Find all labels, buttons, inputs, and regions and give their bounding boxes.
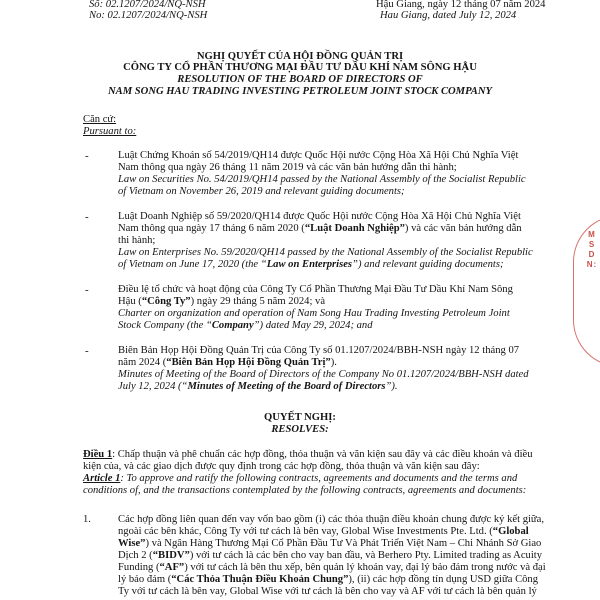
- item-3-en-line-1: Charter on organization and operation of Nam Song Hau Trading Investing Petroleum Joint: [118, 308, 510, 319]
- article-1-en-line-2: conditions of, and the transactions contemplated by the following contracts, agreements and documents:: [83, 485, 527, 496]
- clause-1-line-6: lý bảo đảm (“Các Thỏa Thuận Điều Khoản Chung”), (ii) các hợp đồng tín dụng USD giữa Công: [118, 574, 539, 585]
- company-seal-text: MSDN:: [586, 230, 598, 269]
- bullet-dash: -: [85, 284, 89, 296]
- bullet-dash: -: [85, 345, 89, 357]
- item-1-vi-line-1: Luật Chứng Khoán số 54/2019/QH14 được Quốc Hội nước Cộng Hòa Xã Hội Chủ Nghĩa Việt: [118, 150, 519, 161]
- place-date-vi: Hậu Giang, ngày 12 tháng 07 năm 2024: [376, 0, 546, 10]
- bullet-dash: -: [85, 150, 89, 162]
- item-2-en-line-1: Law on Enterprises No. 59/2020/QH14 passed by the National Assembly of the Socialist Republic: [118, 247, 533, 258]
- item-2-vi-line-1: Luật Doanh Nghiệp số 59/2020/QH14 được Quốc Hội nước Cộng Hòa Xã Hội Chủ Nghĩa Việt: [118, 211, 521, 222]
- bullet-dash: -: [85, 211, 89, 223]
- item-2-vi-line-2: Nam thông qua ngày 17 tháng 6 năm 2020 (“Luật Doanh Nghiệp”) và các văn bản hướng dẫn: [118, 223, 522, 234]
- item-2-vi-line-3: thi hành;: [118, 235, 156, 246]
- item-3-vi-line-1: Điều lệ tổ chức và hoạt động của Công Ty Cổ Phần Thương Mại Đầu Tư Dầu Khí Nam Sông: [118, 284, 513, 295]
- article-1-en-line-1: Article 1: To approve and ratify the following contracts, agreements and documents and the terms and: [83, 473, 518, 484]
- item-4-vi-line-2: năm 2024 (“Biên Bản Họp Hội Đồng Quản Trị”).: [118, 357, 337, 368]
- clause-1-line-3: Wise”) và Ngân Hàng Thương Mại Cổ Phần Đầu Tư Và Phát Triển Việt Nam – Chi Nhánh Sở Giao: [118, 538, 542, 549]
- clause-1-line-4: Dịch 2 (“BIDV”) với tư cách là các bên cho vay ban đầu, và Berhero Pty. Limited trading as Acuity: [118, 550, 543, 561]
- item-4-en-line-1: Minutes of Meeting of the Board of Directors of the Company No 01.1207/2024/BBH-NSH dated: [118, 369, 529, 380]
- item-4-vi-line-1: Biên Bản Họp Hội Đồng Quản Trị của Công Ty số 01.1207/2024/BBH-NSH ngày 12 tháng 07: [118, 345, 520, 356]
- item-1-vi-line-2: Nam thông qua ngày 26 tháng 11 năm 2019 và các văn bản hướng dẫn thi hành;: [118, 162, 457, 173]
- clause-1-number: 1.: [83, 514, 91, 525]
- item-1-en-line-2: of Vietnam on November 26, 2019 and relevant guiding documents;: [118, 186, 405, 197]
- article-1-vi-line-1: Điều 1: Chấp thuận và phê chuẩn các hợp đồng, thỏa thuận và văn kiện sau đây và các điều khoản và điều: [83, 449, 533, 460]
- document-number-vi: Số: 02.1207/2024/NQ-NSH: [89, 0, 206, 10]
- article-1-vi-line-2: kiện của, và các giao dịch được quy định trong các hợp đồng, thỏa thuận và văn kiện sau đây:: [83, 461, 480, 472]
- clause-1-line-5: Funding (“AF”) với tư cách là bên thu xếp, bên quản lý khoản vay, đại lý bảo đảm trong nước và đại: [118, 562, 546, 573]
- item-4-en-line-2: July 12, 2024 (“Minutes of Meeting of the Board of Directors”).: [118, 381, 398, 392]
- pursuant-label-en: Pursuant to:: [83, 126, 137, 137]
- item-1-en-line-1: Law on Securities No. 54/2019/QH14 passed by the National Assembly of the Socialist Republic: [118, 174, 526, 185]
- clause-1-line-7: Ty với tư cách là bên vay, Global Wise với tư cách là bên cho vay và AF với tư cách là bên quản lý: [118, 586, 537, 597]
- document-number-en: No: 02.1207/2024/NQ-NSH: [89, 10, 208, 21]
- title-vi-2: CÔNG TY CỔ PHẦN THƯƠNG MẠI ĐẦU TƯ DẦU KHÍ NAM SÔNG HẬU: [123, 62, 477, 73]
- title-vi-1: NGHỊ QUYẾT CỦA HỘI ĐỒNG QUẢN TRỊ: [196, 51, 404, 62]
- clause-1-line-1: Các hợp đồng liên quan đến vay vốn bao gồm (i) các thỏa thuận điều khoản chung được ký kết giữa,: [118, 514, 545, 525]
- clause-1-line-2: ngoài các bên khác, Công Ty với tư cách là bên vay, Global Wise Investments Pte. Ltd. (“Global: [118, 526, 529, 537]
- title-en-2: NAM SONG HAU TRADING INVESTING PETROLEUM JOINT STOCK COMPANY: [108, 86, 492, 97]
- item-2-en-line-2: of Vietnam on June 17, 2020 (the “Law on Enterprises”) and relevant guiding documents;: [118, 259, 504, 270]
- item-3-en-line-2: Stock Company (the “Company”) dated May 29, 2024; and: [118, 320, 373, 331]
- pursuant-label-vi: Căn cứ:: [83, 114, 117, 125]
- place-date-en: Hau Giang, dated July 12, 2024: [380, 10, 517, 21]
- title-en-1: RESOLUTION OF THE BOARD OF DIRECTORS OF: [177, 74, 423, 85]
- resolves-heading-en: RESOLVES:: [271, 424, 329, 435]
- item-3-vi-line-2: Hậu (“Công Ty”) ngày 29 tháng 5 năm 2024; và: [118, 296, 326, 307]
- resolves-heading-vi: QUYẾT NGHỊ:: [264, 412, 336, 423]
